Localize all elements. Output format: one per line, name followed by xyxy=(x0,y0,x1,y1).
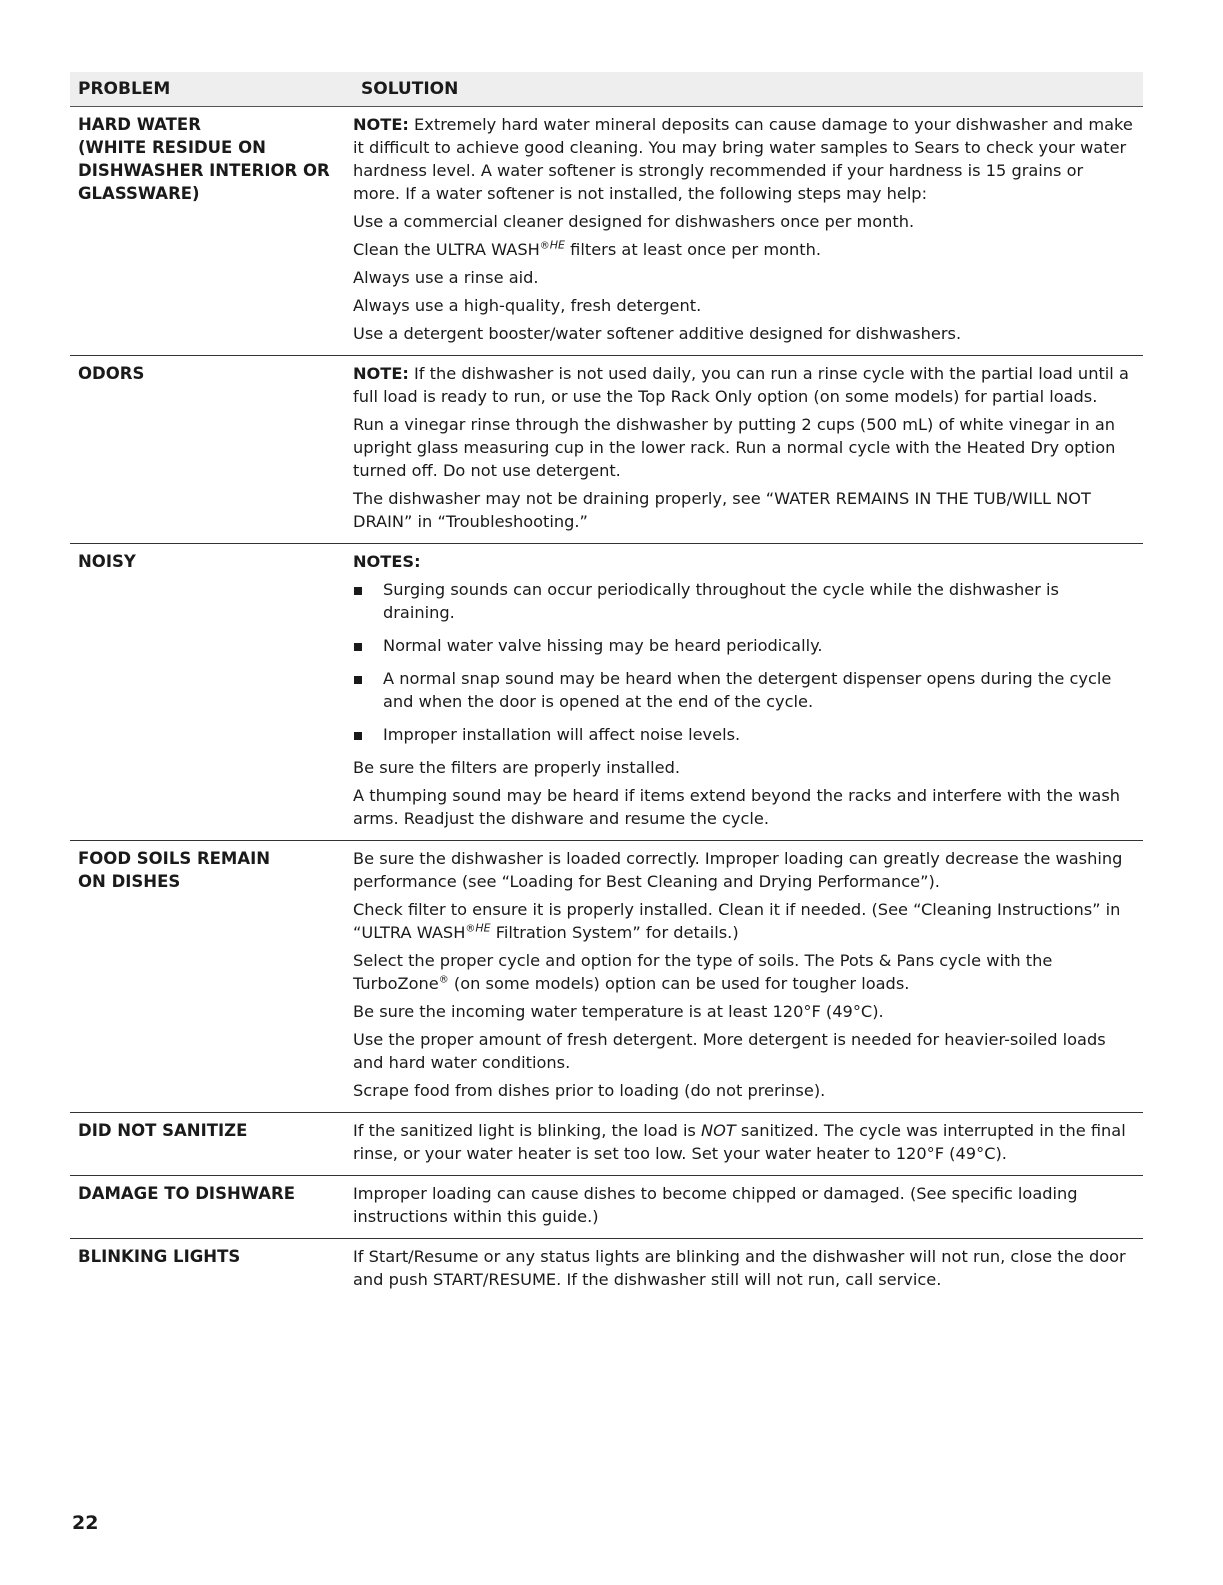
solution-cell xyxy=(353,362,1133,538)
solution-paragraph: Scrape food from dishes prior to loading (do not prerinse). xyxy=(353,1081,826,1100)
list-item xyxy=(353,634,1133,657)
table-row-odors xyxy=(70,356,1143,544)
table-row-noisy xyxy=(70,544,1143,841)
solution-paragraph: The dishwasher may not be draining properly, see “WATER REMAINS IN THE TUB/WILL NOT DRAIN” in “Troubleshooting.” xyxy=(353,489,1091,531)
problem-line: HARD WATER xyxy=(78,115,201,134)
solution-paragraph: Use the proper amount of fresh detergent. More detergent is needed for heavier-soiled loads and hard water conditions. xyxy=(353,1030,1106,1072)
bullet-square-icon xyxy=(354,676,362,684)
solution-paragraph: Always use a rinse aid. xyxy=(353,268,539,287)
note-paragraph xyxy=(353,113,1133,205)
solution-paragraph xyxy=(353,949,1133,995)
problem-cell xyxy=(70,113,353,350)
solution-paragraph: Be sure the filters are properly installed. xyxy=(353,758,680,777)
text-span: (on some models) option can be used for tougher loads. xyxy=(448,974,910,993)
table-row-food-soils xyxy=(70,841,1143,1113)
table-row-blinking-lights xyxy=(70,1239,1143,1301)
bullet-square-icon xyxy=(354,732,362,740)
text-span: sanitized. The cycle was interrupted in the final rinse, or your water heater is set too low. Set your water heater to 120°F (49°C). xyxy=(353,1121,1126,1163)
solution-cell xyxy=(353,1245,1133,1296)
solution-paragraph: Be sure the incoming water temperature is at least 120°F (49°C). xyxy=(353,1002,884,1021)
note-label: NOTE: xyxy=(353,115,409,134)
troubleshooting-table xyxy=(70,72,1143,1301)
text-span: Clean the ULTRA WASH xyxy=(353,240,540,259)
registered-mark: ® xyxy=(438,974,449,986)
problem-line: GLASSWARE) xyxy=(78,184,200,203)
he-mark: HE xyxy=(475,921,491,935)
emphasis-text: NOT xyxy=(701,1121,736,1140)
bullet-square-icon xyxy=(354,643,362,651)
problem-cell xyxy=(70,847,353,1107)
solution-paragraph: Use a detergent booster/water softener additive designed for dishwashers. xyxy=(353,324,962,343)
list-item xyxy=(353,723,1133,746)
solution-column-header: SOLUTION xyxy=(361,79,459,99)
problem-column-header: PROBLEM xyxy=(78,79,171,99)
problem-cell: DAMAGE TO DISHWARE xyxy=(78,1184,295,1203)
table-row-damage-to-dishware xyxy=(70,1176,1143,1239)
list-item-text: Surging sounds can occur periodically throughout the cycle while the dishwasher is draining. xyxy=(383,580,1059,622)
table-row-hard-water xyxy=(70,107,1143,356)
solution-cell xyxy=(353,113,1133,350)
problem-cell: NOISY xyxy=(78,552,136,571)
table-row-did-not-sanitize xyxy=(70,1113,1143,1176)
solution-paragraph: Be sure the dishwasher is loaded correctly. Improper loading can greatly decrease the washing performance (see “Loading for Best Cleaning and Drying Performance”). xyxy=(353,849,1123,891)
problem-line: FOOD SOILS REMAIN xyxy=(78,849,271,868)
note-label: NOTE: xyxy=(353,364,409,383)
problem-cell: DID NOT SANITIZE xyxy=(78,1121,248,1140)
list-item-text: A normal snap sound may be heard when the detergent dispenser opens during the cycle and when the door is opened at the end of the cycle. xyxy=(383,669,1112,711)
solution-paragraph xyxy=(353,1119,1133,1165)
solution-paragraph xyxy=(353,238,1133,261)
notes-list xyxy=(353,578,1133,746)
problem-cell: ODORS xyxy=(78,364,145,383)
text-span: Select the proper cycle and option for the type of soils. The Pots & Pans cycle with the TurboZone xyxy=(353,951,1053,993)
solution-cell xyxy=(353,550,1133,835)
solution-paragraph: Improper loading can cause dishes to become chipped or damaged. (See specific loading instructions within this guide.) xyxy=(353,1184,1078,1226)
problem-line: ON DISHES xyxy=(78,872,181,891)
solution-paragraph: A thumping sound may be heard if items extend beyond the racks and interfere with the wash arms. Readjust the dishware and resume the cycle. xyxy=(353,786,1121,828)
text-span: filters at least once per month. xyxy=(565,240,821,259)
note-paragraph xyxy=(353,362,1133,408)
solution-paragraph: Use a commercial cleaner designed for dishwashers once per month. xyxy=(353,212,915,231)
problem-cell: BLINKING LIGHTS xyxy=(78,1247,241,1266)
note-text: Extremely hard water mineral deposits can cause damage to your dishwasher and make it difficult to achieve good cleaning. You may bring water samples to Sears to check your water hardness level. A water softener is strongly recommended if your hardness is 15 grains or more. If a water softener is not installed, the following steps may help: xyxy=(353,115,1133,203)
solution-cell xyxy=(353,1119,1133,1170)
text-span: Check filter to ensure it is properly installed. Clean it if needed. (See “Cleaning Instructions” in “ULTRA WASH xyxy=(353,900,1121,942)
he-mark: HE xyxy=(549,238,566,252)
table-header xyxy=(70,72,1143,107)
list-item-text: Improper installation will affect noise levels. xyxy=(383,725,741,744)
list-item xyxy=(353,578,1133,624)
solution-paragraph: Run a vinegar rinse through the dishwasher by putting 2 cups (500 mL) of white vinegar in an upright glass measuring cup in the lower rack. Run a normal cycle with the Heated Dry option turned off. Do not use detergent. xyxy=(353,415,1116,480)
text-span: Filtration System” for details.) xyxy=(490,923,739,942)
problem-line: DISHWASHER INTERIOR OR xyxy=(78,161,330,180)
solution-cell xyxy=(353,847,1133,1107)
bullet-square-icon xyxy=(354,587,362,595)
registered-mark: ® xyxy=(465,923,476,935)
list-item-text: Normal water valve hissing may be heard periodically. xyxy=(383,636,823,655)
solution-cell xyxy=(353,1182,1133,1233)
note-text: If the dishwasher is not used daily, you can run a rinse cycle with the partial load until a full load is ready to run, or use the Top Rack Only option (on some models) for partial loads. xyxy=(353,364,1129,406)
text-span: If the sanitized light is blinking, the load is xyxy=(353,1121,702,1140)
notes-label: NOTES: xyxy=(353,552,421,571)
problem-line: (WHITE RESIDUE ON xyxy=(78,138,266,157)
page-number: 22 xyxy=(72,1512,99,1534)
registered-mark: ® xyxy=(539,240,550,252)
solution-paragraph: Always use a high-quality, fresh detergent. xyxy=(353,296,702,315)
list-item xyxy=(353,667,1133,713)
solution-paragraph: If Start/Resume or any status lights are blinking and the dishwasher will not run, close the door and push START/RESUME. If the dishwasher still will not run, call service. xyxy=(353,1247,1126,1289)
solution-paragraph xyxy=(353,898,1133,944)
